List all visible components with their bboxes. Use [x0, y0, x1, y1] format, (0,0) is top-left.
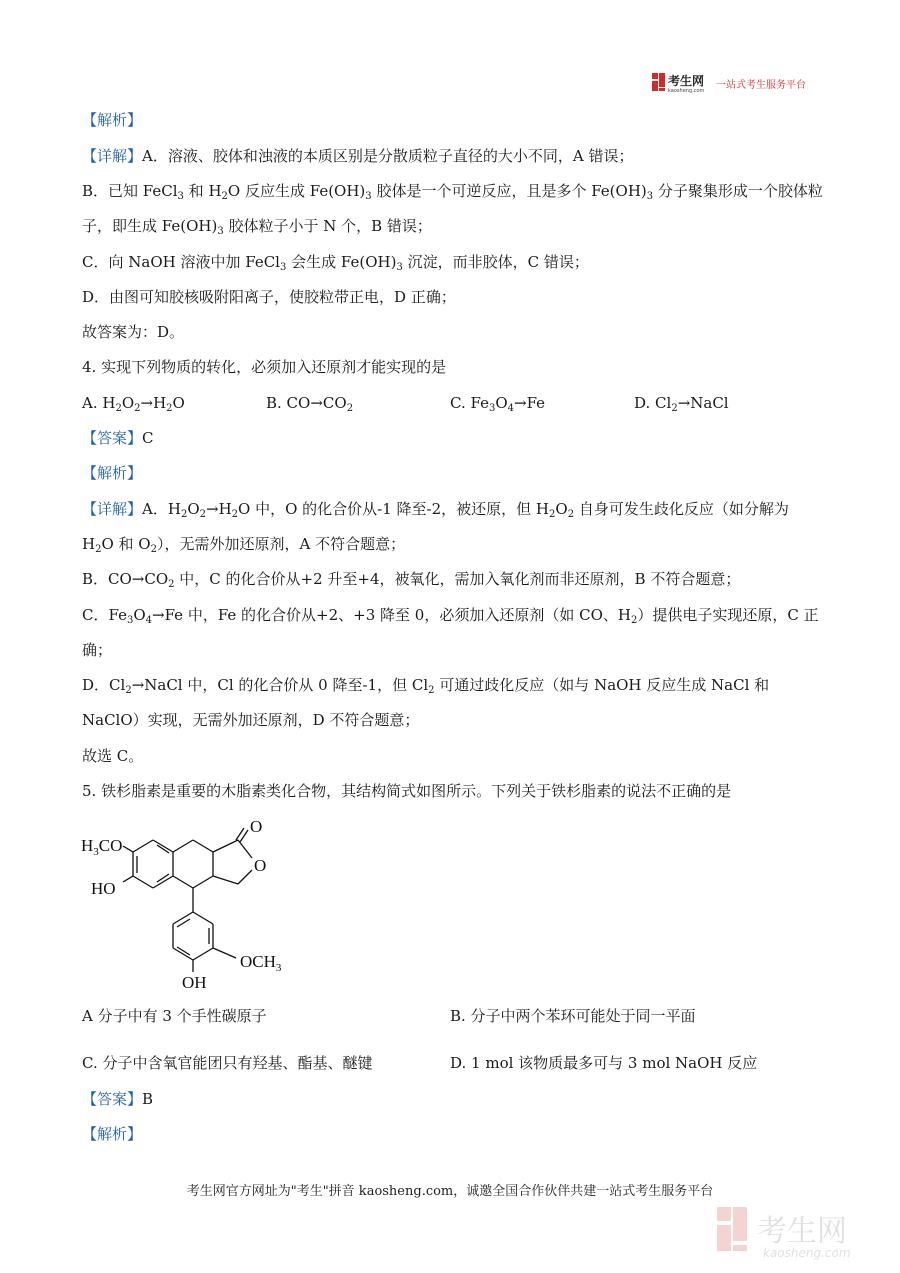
q4-option-b: B. $CO\to CO_2$: [266, 394, 354, 414]
q5-answer: 【答案】B: [82, 1090, 154, 1108]
q4-detail-c1: C．$Fe_3O_4\to Fe$ 中，Fe 的化合价从+2、+3 降至 0，必须加入还原剂（如 CO、$H_2$）提供电子实现还原，C 正: [82, 606, 819, 626]
label-ho: HO: [91, 879, 116, 898]
q3-detail-d: D．由图可知胶核吸附阳离子，使胶粒带正电，D 正确；: [82, 288, 456, 306]
q5-stem: 5. 铁杉脂素是重要的木脂素类化合物，其结构简式如图所示。下列关于铁杉脂素的说法不正确的是: [82, 782, 732, 800]
kaosheng-logo-icon: [652, 72, 827, 94]
label-oh: OH: [182, 973, 207, 992]
q4-option-a: A. $H_2O_2\to H_2O$: [82, 394, 185, 414]
q4-stem: 4. 实现下列物质的转化，必须加入还原剂才能实现的是: [82, 358, 447, 376]
jiexi-heading-q3: 【解析】: [82, 111, 143, 129]
q4-detail-a1: 【详解】A．$H_2O_2\to H_2O$ 中，O 的化合价从-1 降至-2，被还原，但 $H_2O_2$ 自身可发生歧化反应（如分解为: [82, 500, 789, 520]
q4-detail-d1: D．$Cl_2\to NaCl$ 中，Cl 的化合价从 0 降至-1，但 $Cl_2$ 可通过歧化反应（如与 NaOH 反应生成 NaCl 和: [82, 676, 770, 696]
watermark-domain: kaosheng.com: [763, 1246, 851, 1260]
q4-conclusion: 故选 C。: [82, 747, 144, 765]
jiexi-heading-q5: 【解析】: [82, 1125, 143, 1143]
label-och3: $OCH_3$: [240, 952, 282, 974]
label-h3co: $H_3CO$: [81, 836, 123, 858]
jiexi-heading-q4: 【解析】: [82, 464, 143, 482]
detail-tag: 【详解】: [82, 500, 143, 518]
q4-detail-c2: 确；: [82, 641, 113, 659]
answer-tag: 【答案】: [82, 429, 143, 447]
footer-text: 考生网官方网址为"考生"拼音 kaosheng.com，诚邀全国合作伙伴共建一站式考生服务平台: [186, 1184, 714, 1199]
q4-answer: 【答案】C: [82, 429, 154, 447]
q5-option-c: C. 分子中含氧官能团只有羟基、酯基、醚键: [82, 1054, 373, 1072]
logo-slogan: 一站式考生服务平台: [716, 80, 806, 91]
header-logo: [652, 72, 827, 94]
q5-option-d: D. 1 mol 该物质最多可与 3 mol NaOH 反应: [450, 1054, 758, 1072]
q4-detail-b: B．$CO\to CO_2$ 中，C 的化合价从+2 升至+4，被氧化，需加入氧化剂而非还原剂，B 不符合题意；: [82, 570, 741, 590]
q3-detail-a: 【详解】A．溶液、胶体和浊液的本质区别是分散质粒子直径的大小不同，A 错误；: [82, 147, 634, 165]
q4-option-c: C. $Fe_3O_4\to Fe$: [450, 394, 546, 414]
logo-domain: kaosheng.com: [668, 88, 705, 94]
q4-option-d: D. $Cl_2\to NaCl$: [634, 394, 729, 414]
q4-detail-a2: $H_2O$ 和 $O_2$），无需外加还原剂，A 不符合题意；: [82, 535, 406, 555]
watermark-name: 考生网: [757, 1214, 847, 1249]
detail-tag: 【详解】: [82, 147, 143, 165]
watermark-logo-icon: [715, 1205, 885, 1261]
q3-detail-b1: B．已知 FeCl$_3$ 和 $H_2O$ 反应生成 $Fe(OH)_3$ 胶体是一个可逆反应，且是多个 $Fe(OH)_3$ 分子聚集形成一个胶体粒: [82, 182, 823, 202]
q4-detail-d2: NaClO）实现，无需外加还原剂，D 不符合题意；: [82, 711, 420, 729]
q3-answer-line: 故答案为：D。: [82, 323, 185, 341]
label-o-carbonyl: O: [250, 817, 263, 836]
logo-name: 考生网: [668, 74, 705, 88]
q3-detail-b2: 子，即生成 $Fe(OH)_3$ 胶体粒子小于 N 个，B 错误；: [82, 217, 432, 237]
label-o-ring: O: [254, 856, 267, 875]
q3-detail-c: C．向 NaOH 溶液中加 FeCl$_3$ 会生成 $Fe(OH)_3$ 沉淀，而非胶体，C 错误；: [82, 253, 589, 273]
structure-formula: [78, 812, 318, 992]
answer-tag: 【答案】: [82, 1090, 143, 1108]
q5-option-a: A 分子中有 3 个手性碳原子: [82, 1007, 267, 1025]
q5-option-b: B. 分子中两个苯环可能处于同一平面: [450, 1007, 696, 1025]
